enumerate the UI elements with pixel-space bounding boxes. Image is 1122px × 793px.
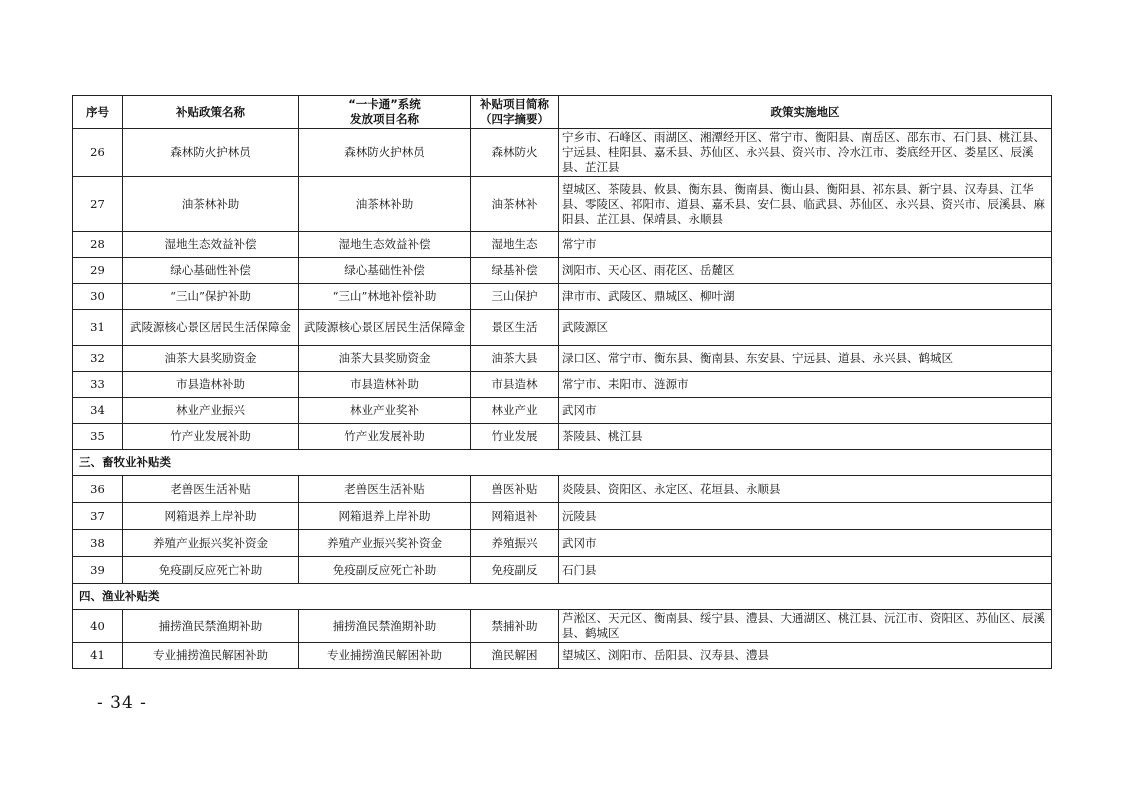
policy-table-sheet xyxy=(72,95,1051,669)
region-cell: 津市市、武陵区、鼎城区、柳叶湖 xyxy=(559,284,1052,310)
row-number: 37 xyxy=(73,503,123,530)
table-row xyxy=(73,232,1052,258)
region-cell: 炎陵县、资阳区、永定区、花垣县、永顺县 xyxy=(559,476,1052,503)
abbr-cell: 市县造林 xyxy=(471,372,559,398)
policy-name-cell: 油茶林补助 xyxy=(123,177,299,232)
system-name-cell: 油茶大县奖励资金 xyxy=(299,346,471,372)
region-cell: 常宁市、耒阳市、涟源市 xyxy=(559,372,1052,398)
policy-name-cell: 专业捕捞渔民解困补助 xyxy=(123,643,299,669)
subsidy-policy-table xyxy=(72,95,1052,669)
category-row xyxy=(73,450,1052,476)
system-name-cell: 市县造林补助 xyxy=(299,372,471,398)
row-number: 35 xyxy=(73,424,123,450)
policy-name-cell: 竹产业发展补助 xyxy=(123,424,299,450)
abbr-cell: 三山保护 xyxy=(471,284,559,310)
system-name-cell: 油茶林补助 xyxy=(299,177,471,232)
table-row xyxy=(73,530,1052,557)
system-name-cell: 森林防火护林员 xyxy=(299,129,471,177)
region-cell: 渌口区、常宁市、衡东县、衡南县、东安县、宁远县、道县、永兴县、鹤城区 xyxy=(559,346,1052,372)
header-region: 政策实施地区 xyxy=(559,96,1052,129)
abbr-cell: 湿地生态 xyxy=(471,232,559,258)
abbr-cell: 林业产业 xyxy=(471,398,559,424)
row-number: 39 xyxy=(73,557,123,584)
region-cell: 武冈市 xyxy=(559,530,1052,557)
page-number: - 34 - xyxy=(97,693,147,713)
policy-name-cell: 森林防火护林员 xyxy=(123,129,299,177)
system-name-cell: 网箱退养上岸补助 xyxy=(299,503,471,530)
table-row xyxy=(73,372,1052,398)
header-abbr-line2: （四字摘要） xyxy=(480,112,549,126)
table-row xyxy=(73,129,1052,177)
row-number: 27 xyxy=(73,177,123,232)
region-cell: 芦淞区、天元区、衡南县、绥宁县、澧县、大通湖区、桃江县、沅江市、资阳区、苏仙区、辰溪县、鹤城区 xyxy=(559,610,1052,643)
policy-name-cell: 林业产业振兴 xyxy=(123,398,299,424)
system-name-cell: 免疫副反应死亡补助 xyxy=(299,557,471,584)
policy-name-cell: 捕捞渔民禁渔期补助 xyxy=(123,610,299,643)
region-cell: 武冈市 xyxy=(559,398,1052,424)
row-number: 36 xyxy=(73,476,123,503)
region-cell: 宁乡市、石峰区、雨湖区、湘潭经开区、常宁市、衡阳县、南岳区、邵东市、石门县、桃江县、宁远县、桂阳县、嘉禾县、苏仙区、永兴县、资兴市、冷水江市、娄底经开区、娄星区、辰溪县、芷江县 xyxy=(559,129,1052,177)
row-number: 31 xyxy=(73,310,123,346)
region-cell: 石门县 xyxy=(559,557,1052,584)
abbr-cell: 养殖振兴 xyxy=(471,530,559,557)
system-name-cell: 竹产业发展补助 xyxy=(299,424,471,450)
header-system-name xyxy=(299,96,471,129)
policy-name-cell: 养殖产业振兴奖补资金 xyxy=(123,530,299,557)
system-name-cell: 专业捕捞渔民解困补助 xyxy=(299,643,471,669)
category-title: 三、畜牧业补贴类 xyxy=(73,450,1052,476)
table-row xyxy=(73,177,1052,232)
table-row xyxy=(73,503,1052,530)
system-name-cell: 捕捞渔民禁渔期补助 xyxy=(299,610,471,643)
table-row xyxy=(73,424,1052,450)
system-name-cell: 武陵源核心景区居民生活保障金 xyxy=(299,310,471,346)
header-no: 序号 xyxy=(73,96,123,129)
policy-name-cell: 免疫副反应死亡补助 xyxy=(123,557,299,584)
header-system-name-line1: “一卡通”系统 xyxy=(348,97,421,111)
table-row xyxy=(73,310,1052,346)
table-row xyxy=(73,398,1052,424)
region-cell: 望城区、浏阳市、岳阳县、汉寿县、澧县 xyxy=(559,643,1052,669)
abbr-cell: 油茶大县 xyxy=(471,346,559,372)
abbr-cell: 油茶林补 xyxy=(471,177,559,232)
table-header-row xyxy=(73,96,1052,129)
policy-name-cell: 绿心基础性补偿 xyxy=(123,258,299,284)
region-cell: 望城区、茶陵县、攸县、衡东县、衡南县、衡山县、衡阳县、祁东县、新宁县、汉寿县、江华县、零陵区、祁阳市、道县、嘉禾县、安仁县、临武县、苏仙区、永兴县、资兴市、辰溪县、麻阳县、芷江县、保靖县、永顺县 xyxy=(559,177,1052,232)
header-system-name-line2: 发放项目名称 xyxy=(350,112,419,126)
row-number: 33 xyxy=(73,372,123,398)
region-cell: 浏阳市、天心区、雨花区、岳麓区 xyxy=(559,258,1052,284)
region-cell: 武陵源区 xyxy=(559,310,1052,346)
category-title: 四、渔业补贴类 xyxy=(73,584,1052,610)
table-row xyxy=(73,557,1052,584)
row-number: 28 xyxy=(73,232,123,258)
abbr-cell: 渔民解困 xyxy=(471,643,559,669)
policy-name-cell: 武陵源核心景区居民生活保障金 xyxy=(123,310,299,346)
abbr-cell: 兽医补贴 xyxy=(471,476,559,503)
row-number: 32 xyxy=(73,346,123,372)
row-number: 30 xyxy=(73,284,123,310)
table-row xyxy=(73,284,1052,310)
table-row xyxy=(73,258,1052,284)
row-number: 34 xyxy=(73,398,123,424)
system-name-cell: 绿心基础性补偿 xyxy=(299,258,471,284)
header-abbr-line1: 补贴项目简称 xyxy=(480,97,549,111)
abbr-cell: 竹业发展 xyxy=(471,424,559,450)
policy-name-cell: “三山”保护补助 xyxy=(123,284,299,310)
abbr-cell: 免疫副反 xyxy=(471,557,559,584)
table-row xyxy=(73,346,1052,372)
table-body xyxy=(73,129,1052,669)
system-name-cell: 老兽医生活补贴 xyxy=(299,476,471,503)
row-number: 38 xyxy=(73,530,123,557)
policy-name-cell: 湿地生态效益补偿 xyxy=(123,232,299,258)
system-name-cell: 湿地生态效益补偿 xyxy=(299,232,471,258)
abbr-cell: 网箱退补 xyxy=(471,503,559,530)
table-row xyxy=(73,643,1052,669)
policy-name-cell: 市县造林补助 xyxy=(123,372,299,398)
table-row xyxy=(73,476,1052,503)
region-cell: 沅陵县 xyxy=(559,503,1052,530)
system-name-cell: “三山”林地补偿补助 xyxy=(299,284,471,310)
header-abbr xyxy=(471,96,559,129)
row-number: 29 xyxy=(73,258,123,284)
region-cell: 常宁市 xyxy=(559,232,1052,258)
abbr-cell: 绿基补偿 xyxy=(471,258,559,284)
abbr-cell: 景区生活 xyxy=(471,310,559,346)
header-policy-name: 补贴政策名称 xyxy=(123,96,299,129)
abbr-cell: 森林防火 xyxy=(471,129,559,177)
row-number: 40 xyxy=(73,610,123,643)
policy-name-cell: 老兽医生活补贴 xyxy=(123,476,299,503)
policy-name-cell: 油茶大县奖励资金 xyxy=(123,346,299,372)
abbr-cell: 禁捕补助 xyxy=(471,610,559,643)
row-number: 41 xyxy=(73,643,123,669)
category-row xyxy=(73,584,1052,610)
region-cell: 茶陵县、桃江县 xyxy=(559,424,1052,450)
system-name-cell: 林业产业奖补 xyxy=(299,398,471,424)
policy-name-cell: 网箱退养上岸补助 xyxy=(123,503,299,530)
table-row xyxy=(73,610,1052,643)
row-number: 26 xyxy=(73,129,123,177)
system-name-cell: 养殖产业振兴奖补资金 xyxy=(299,530,471,557)
